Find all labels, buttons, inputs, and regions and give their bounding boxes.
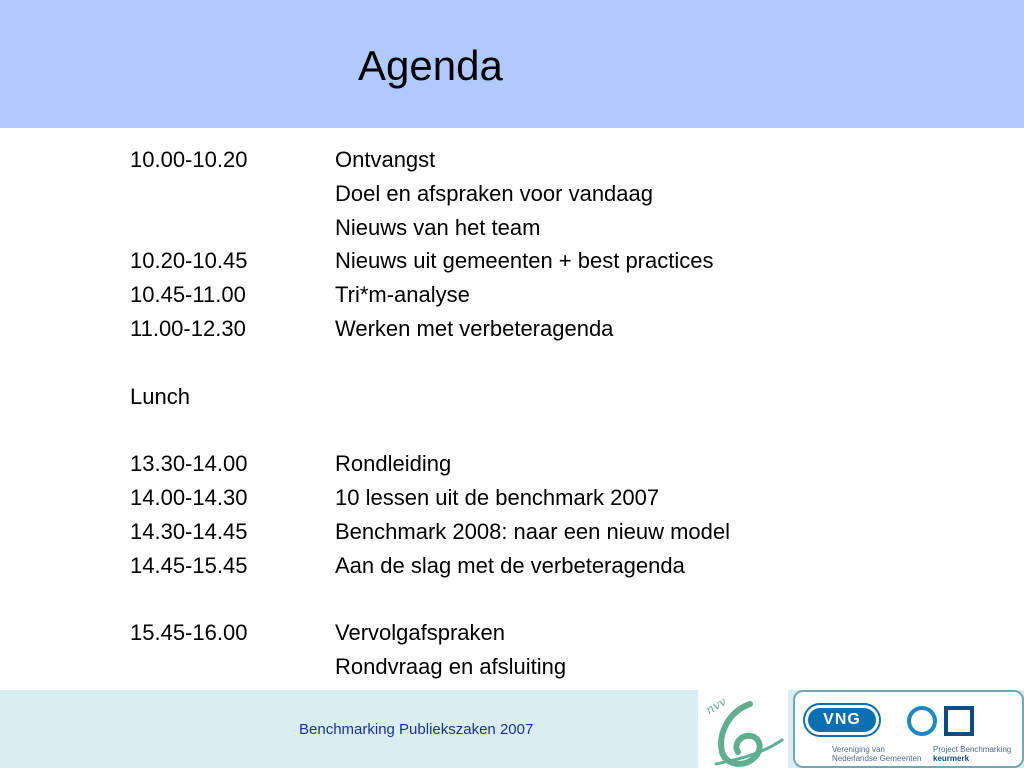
vng-caption — [832, 745, 921, 763]
project-benchmarking-caption — [933, 745, 1011, 763]
agenda-row — [130, 312, 890, 346]
agenda-row — [130, 515, 890, 549]
agenda-item: Werken met verbeteragenda — [335, 315, 614, 341]
vng-logo-icon — [803, 703, 881, 737]
agenda-item: Rondvraag en afsluiting — [335, 653, 567, 679]
agenda-row — [130, 413, 890, 447]
agenda-row — [130, 211, 890, 245]
agenda-row — [130, 481, 890, 515]
agenda-row — [130, 278, 890, 312]
agenda-time: 13.30-14.00 — [130, 451, 248, 477]
agenda-item: Nieuws uit gemeenten + best practices — [335, 248, 714, 274]
agenda-row — [130, 549, 890, 583]
agenda-row — [130, 177, 890, 211]
vng-caption-line2: Nederlandse Gemeenten — [832, 754, 922, 763]
pb-caption-line1: Project Benchmarking — [933, 745, 1012, 754]
agenda-item: Tri*m-analyse — [335, 282, 470, 308]
nvv-logo — [698, 690, 788, 768]
header-band — [0, 0, 1024, 128]
agenda-time: 11.00-12.30 — [130, 315, 246, 341]
agenda-row — [130, 346, 890, 380]
agenda-time: Lunch — [130, 383, 190, 409]
agenda-time: 14.00-14.30 — [130, 484, 248, 510]
vng-logo-text: VNG — [808, 708, 876, 732]
agenda-row — [130, 582, 890, 616]
agenda-item: Nieuws van het team — [335, 214, 541, 240]
agenda-time: 15.45-16.00 — [130, 620, 248, 646]
project-benchmarking-square-icon — [944, 706, 974, 736]
agenda-item: Benchmark 2008: naar een nieuw model — [335, 518, 731, 544]
agenda-row — [130, 380, 890, 414]
agenda-item: Vervolgafspraken — [335, 620, 505, 646]
agenda-item: Ontvangst — [335, 147, 436, 172]
agenda-time: 14.30-14.45 — [130, 518, 248, 544]
footer-title: Benchmarking Publiekszaken 2007 — [299, 721, 534, 738]
agenda-time: 10.00-10.20 — [130, 147, 248, 172]
agenda-time: 10.20-10.45 — [130, 248, 248, 274]
vng-caption-line1: Vereniging van — [832, 745, 885, 754]
agenda-item: Aan de slag met de verbeteragenda — [335, 552, 685, 578]
agenda-item: Rondleiding — [335, 451, 452, 477]
agenda-row — [130, 616, 890, 650]
page-title: Agenda — [358, 42, 503, 89]
agenda-row — [130, 650, 890, 684]
pb-caption-line2: keurmerk — [933, 754, 970, 763]
agenda-time: 14.45-15.45 — [130, 552, 248, 578]
nvv-logo-icon — [698, 690, 788, 768]
agenda-item: Doel en afspraken voor vandaag — [335, 180, 653, 206]
project-benchmarking-circle-icon — [907, 706, 937, 736]
nvv-logo-text: nvv — [703, 694, 729, 718]
agenda-list — [130, 143, 890, 684]
agenda-row — [130, 143, 890, 177]
agenda-row — [130, 447, 890, 481]
agenda-row — [130, 244, 890, 278]
agenda-time: 10.45-11.00 — [130, 282, 246, 308]
agenda-item: 10 lessen uit de benchmark 2007 — [335, 484, 660, 510]
